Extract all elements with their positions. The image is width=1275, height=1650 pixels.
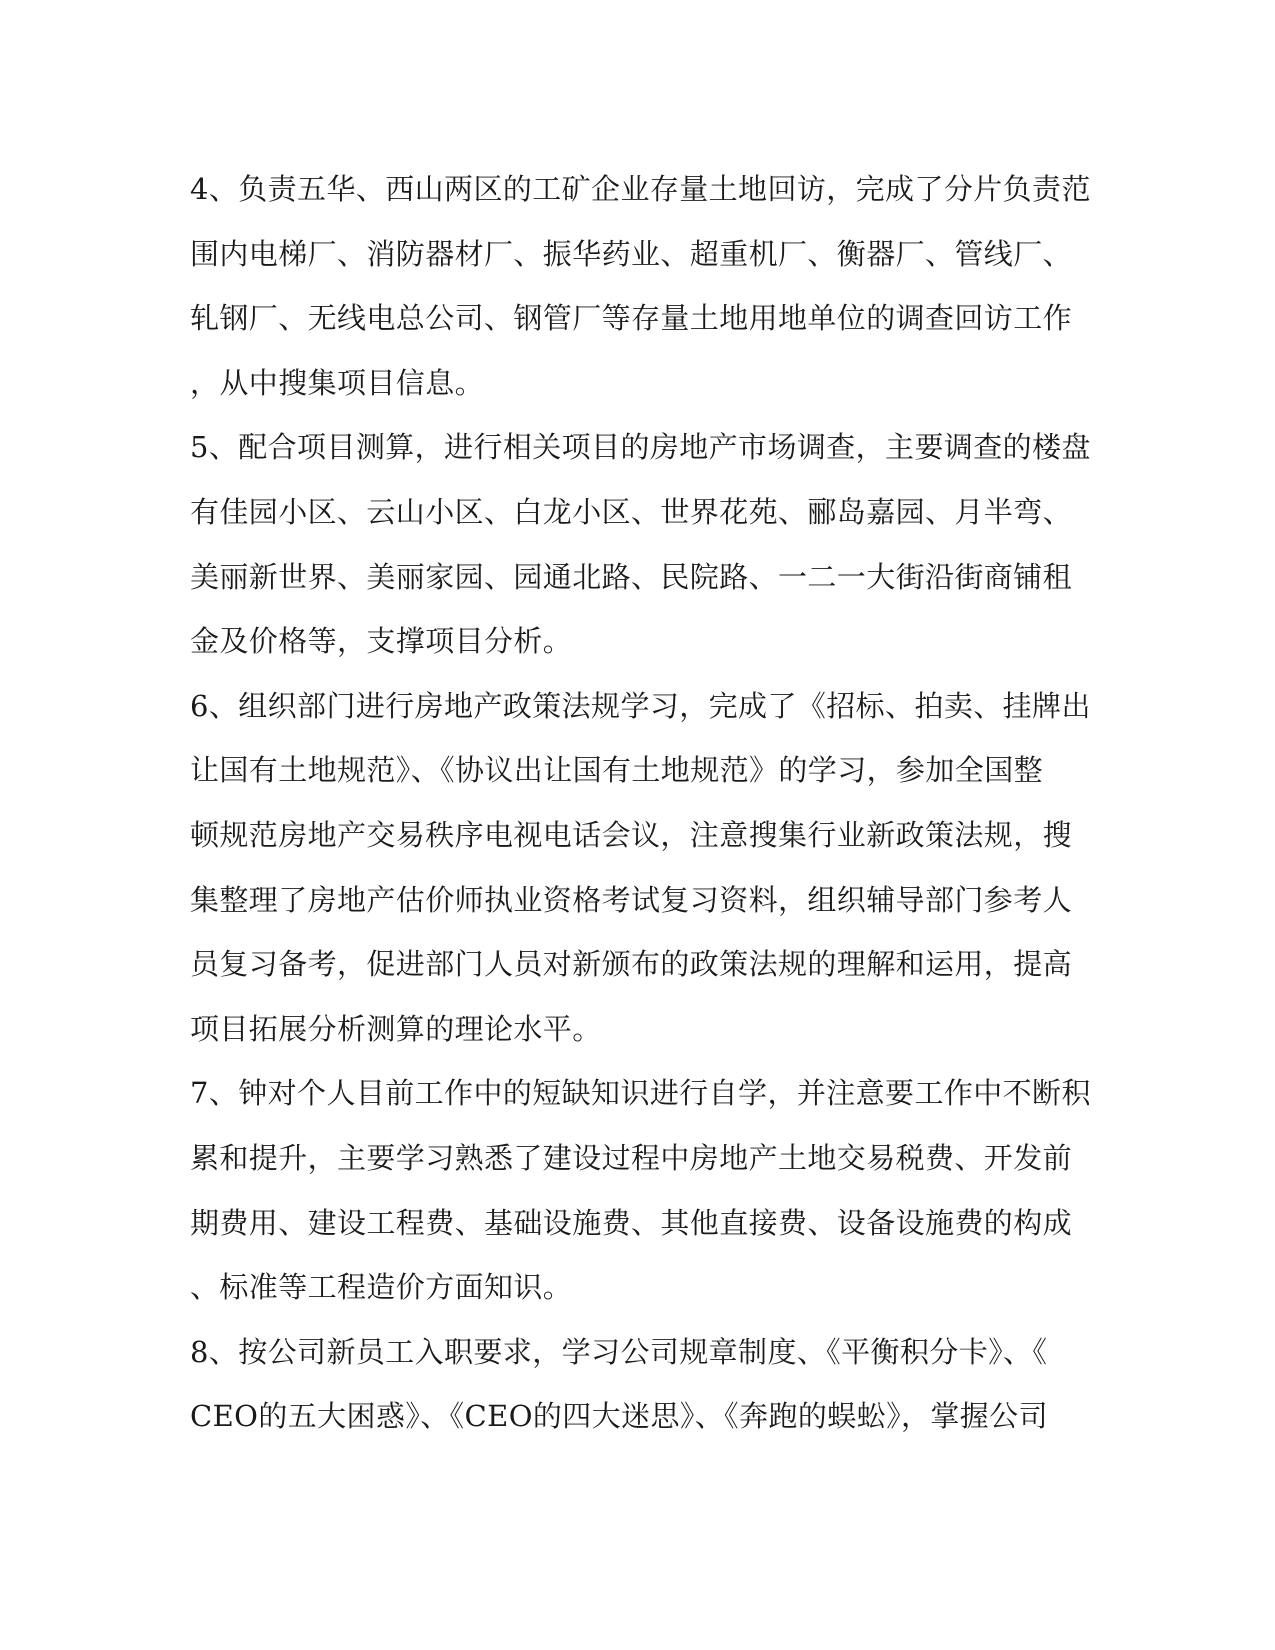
text-line: 7、钟对个人目前工作中的短缺知识进行自学，并注意要工作中不断积 bbox=[190, 1076, 1091, 1111]
text-line: 顿规范房地产交易秩序电视电话会议，注意搜集行业新政策法规，搜 bbox=[190, 817, 1073, 852]
text-line: 让国有土地规范》、《协议出让国有土地规范》的学习，参加全国整 bbox=[190, 753, 1044, 788]
text-line: 集整理了房地产估价师执业资格考试复习资料，组织辅导部门参考人 bbox=[190, 882, 1073, 917]
text-line: CEO的五大困惑》、《CEO的四大迷思》、《奔跑的蜈蚣》，掌握公司 bbox=[190, 1399, 1048, 1434]
body-text bbox=[190, 157, 1090, 1449]
text-line: 围内电梯厂、消防器材厂、振华药业、超重机厂、衡器厂、管线厂、 bbox=[190, 236, 1073, 271]
text-line: 累和提升，主要学习熟悉了建设过程中房地产土地交易税费、开发前 bbox=[190, 1140, 1073, 1175]
text-line: 期费用、建设工程费、基础设施费、其他直接费、设备设施费的构成 bbox=[190, 1205, 1073, 1240]
text-line: 8、按公司新员工入职要求，学习公司规章制度、《平衡积分卡》、《 bbox=[190, 1334, 1048, 1369]
text-line: 美丽新世界、美丽家园、园通北路、民院路、一二一大街沿街商铺租 bbox=[190, 559, 1073, 594]
text-line: ，从中搜集项目信息。 bbox=[190, 365, 485, 400]
text-line: 5、配合项目测算，进行相关项目的房地产市场调查，主要调查的楼盘 bbox=[190, 430, 1091, 465]
text-line: 项目拓展分析测算的理论水平。 bbox=[190, 1011, 602, 1046]
text-line: 6、组织部门进行房地产政策法规学习，完成了《招标、拍卖、挂牌出 bbox=[190, 688, 1091, 723]
text-line: 金及价格等，支撑项目分析。 bbox=[190, 624, 573, 659]
text-line: 、标准等工程造价方面知识。 bbox=[190, 1270, 573, 1305]
text-line: 有佳园小区、云山小区、白龙小区、世界花苑、郦岛嘉园、月半弯、 bbox=[190, 494, 1073, 529]
text-line: 轧钢厂、无线电总公司、钢管厂等存量土地用地单位的调查回访工作 bbox=[190, 301, 1073, 336]
text-line: 4、负责五华、西山两区的工矿企业存量土地回访，完成了分片负责范 bbox=[190, 172, 1091, 206]
text-line: 员复习备考，促进部门人员对新颁布的政策法规的理解和运用，提高 bbox=[190, 947, 1073, 982]
